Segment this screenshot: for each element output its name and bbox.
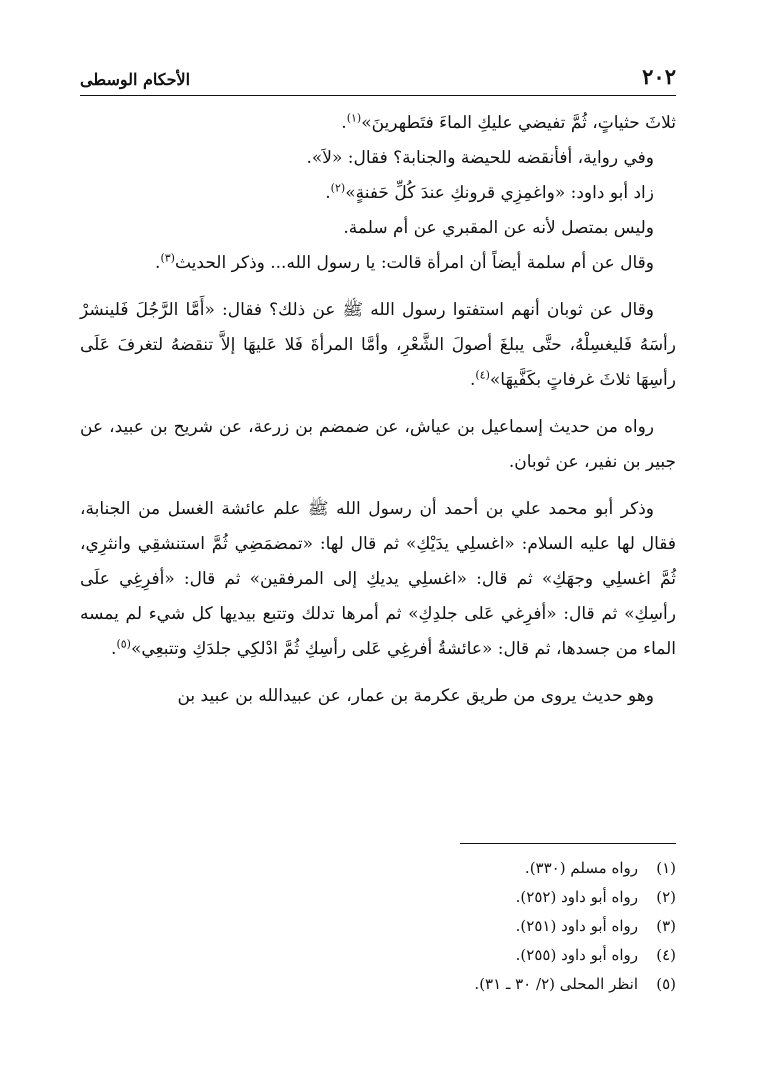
paragraph: وقال عن أم سلمة أيضاً أن امرأة قالت: يا رسول الله... وذكر الحديث$^{(٣)}$. [155,251,654,273]
page-header [80,62,676,96]
footnote-item: (٢) رواه أبو داود (٢٥٢). [515,888,676,906]
footnote-item: (٥) انظر المحلى (٢/ ٣٠ ـ ٣١). [474,975,676,993]
footnotes [80,843,676,999]
paragraph: وذكر أبو محمد علي بن أحمد أن رسول الله ﷺ علم عائشة الغسل من الجنابة، فقال لها عليه السلام: «اغسلِي يدَيْكِ» ثم قال لها: «تمضمَضِي ثُمَّ استنشقِي وانثرِي، ثُمَّ اغسلِي وجهَكِ» ثم قال: «اغسلِي يديكِ إلى المرفقين» ثم قال: «أفرِغِي علَى رأسِكِ» ثم قال: «أفرِغي عَلى جلدِكِ» ثم أمرها تدلك وتتبع بيديها كل شيء لم يمسه الماء من جسدها، ثم قال: «عائشةُ أفرغِي عَلى رأسِكِ ثُمَّ ادْلكِي جلدَكِ وتتبعِي»$^{(٥)}$. [80,499,676,659]
footnote-ref: (٥) [116,637,131,651]
paragraph: رواه من حديث إسماعيل بن عياش، عن ضمضم بن زرعة، عن شريح بن عبيد، عن جبير بن نفير، عن ثوبان. [80,417,676,472]
paragraph: وفي رواية، أفأنقضه للحيضة والجنابة؟ فقال: «لاَ». [306,148,654,168]
footnote-ref: (٣) [160,251,175,265]
page-number: ٢٠٢ [642,64,676,89]
footnote-item: (٤) رواه أبو داود (٢٥٥). [515,946,676,964]
paragraph: ثلاثَ حثياتٍ، ثُمَّ تفيضي عليكِ الماءَ فتَطهرينَ»$^{(١)}$. [341,111,676,133]
footnote-item: (٣) رواه أبو داود (٢٥١). [515,917,676,935]
footnote-ref: (١) [346,111,362,125]
footnote-divider [460,843,676,844]
footnote-ref: (٢) [330,181,346,195]
paragraph: وهو حديث يروى من طريق عكرمة بن عمار، عن عبيدالله بن عبيد بن [177,686,654,706]
paragraph: زاد أبو داود: «واغمِزِي قرونكِ عندَ كُلِّ حَفنةٍ»$^{(٢)}$. [325,181,654,203]
footnote-ref: (٤) [475,368,490,382]
paragraph: وليس بمتصل لأنه عن المقبري عن أم سلمة. [343,218,654,238]
body-text [80,106,676,714]
running-title: الأحكام الوسطى [80,70,191,89]
footnote-item: (١) رواه مسلم (٣٣٠). [524,859,676,877]
paragraph: وقال عن ثوبان أنهم استفتوا رسول الله ﷺ عن ذلك؟ فقال: «أَمَّا الرَّجُلَ فَلينشرْ رأسَهُ فَليغسِلْهُ، حتَّى يبلغَ أصولَ الشَّعْرِ، وأمَّا المرأةَ فَلا عَليهَا إلاَّ تنقضهُ لتغرفَ عَلَى رأسِهَا ثلاثَ غرفاتٍ بكَفَّيهَا»$^{(٤)}$. [80,300,676,390]
